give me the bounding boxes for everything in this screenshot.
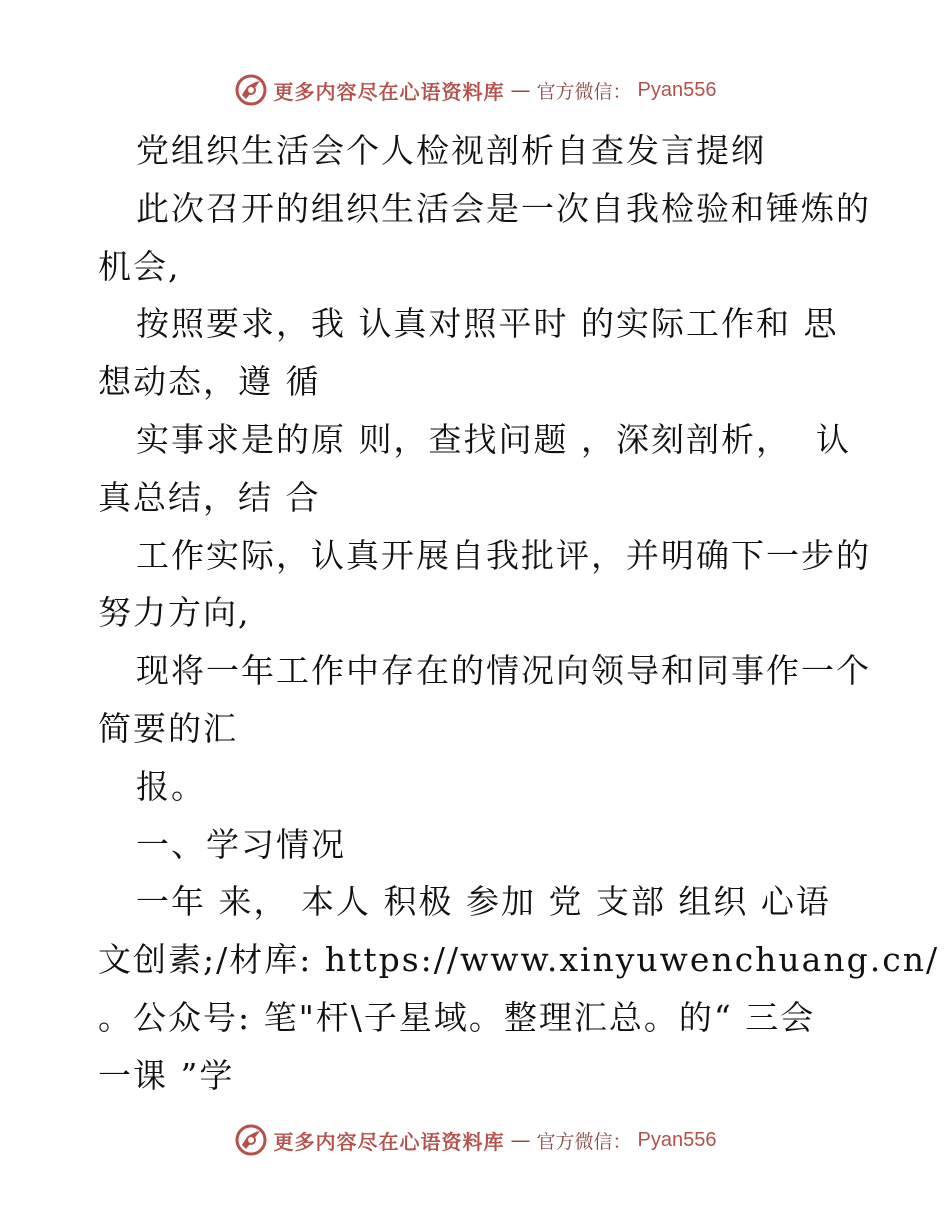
header-watermark	[0, 70, 950, 110]
text-line: 一课 ”学	[98, 1055, 235, 1095]
text-line: 工作实际，认真开展自我批评，并明确下一步的	[136, 535, 871, 575]
watermark-id: Pyan556	[637, 78, 717, 101]
watermark-label: 官方微信：	[536, 80, 632, 103]
text-line: 真总结，结 合	[98, 477, 321, 517]
watermark-text: 更多内容尽在心语资料库	[273, 79, 505, 104]
text-line: 一、学习情况	[136, 824, 346, 864]
text-line: 。公众号: 笔"杆\子星域。整理汇总。的“ 三会	[98, 997, 816, 1037]
text-line: 此次召开的组织生活会是一次自我检验和锤炼的	[136, 188, 871, 228]
watermark-id: Pyan556	[637, 1128, 717, 1151]
brush-seal-icon	[234, 73, 268, 107]
watermark-text: 更多内容尽在心语资料库	[273, 1129, 505, 1154]
document-body	[98, 122, 940, 1105]
text-line: 努力方向,	[98, 593, 251, 633]
text-line: 按照要求，我 认真对照平时 的实际工作和 思	[136, 304, 839, 344]
text-line: 机会,	[98, 246, 181, 286]
text-line: 现将一年工作中存在的情况向领导和同事作一个	[136, 651, 871, 691]
text-line: 文创素;/材库: https://www.xinyuwenchuang.cn/	[98, 940, 940, 980]
text-line: 一年 来， 本人 积极 参加 党 支部 组织 心语	[136, 882, 831, 922]
text-line: 想动态，遵 循	[98, 362, 321, 402]
footer-watermark	[0, 1120, 950, 1160]
text-line: 简要的汇	[98, 708, 238, 748]
brush-seal-icon	[234, 1123, 268, 1157]
text-line: 报。	[136, 766, 206, 806]
text-line: 党组织生活会个人检视剖析自查发言提纲	[136, 131, 766, 170]
watermark-dash: —	[510, 78, 531, 102]
watermark-dash: —	[510, 1128, 531, 1152]
watermark-label: 官方微信：	[536, 1130, 632, 1153]
text-line: 实事求是的原 则，查找问题 ，深刻剖析， 认	[136, 419, 851, 459]
